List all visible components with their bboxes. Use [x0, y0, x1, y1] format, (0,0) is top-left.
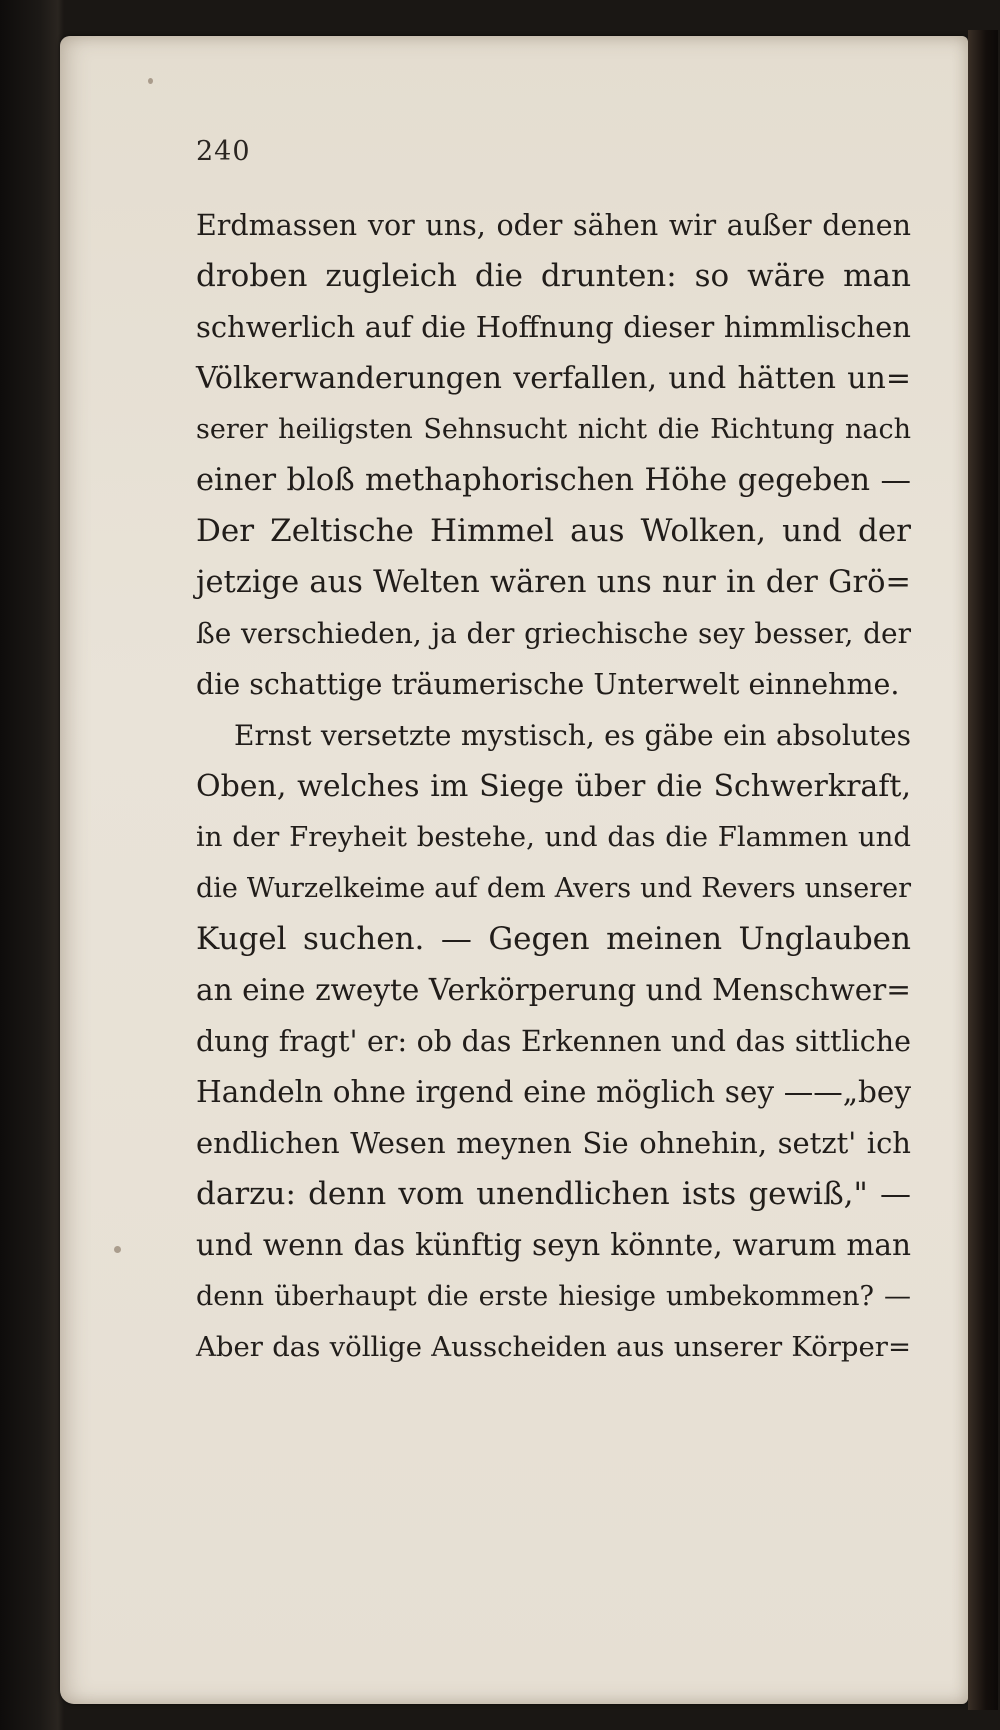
body-text	[196, 200, 911, 1373]
page-edge	[968, 30, 998, 1710]
text-line: Ernst versetzte mystisch, es gäbe ein absolutes	[234, 719, 911, 752]
text-line: Kugel suchen. — Gegen meinen Unglauben	[196, 921, 911, 957]
text-line: Aber das völlige Ausscheiden aus unserer Körper=	[196, 1331, 911, 1363]
text-line: einer bloß methaphorischen Höhe gegeben —	[196, 463, 911, 498]
text-line: und wenn das künftig seyn könnte, warum man	[196, 1228, 911, 1262]
page-number: 240	[196, 136, 251, 167]
text-line: die schattige träumerische Unterwelt einnehme.	[196, 668, 900, 701]
text-line: droben zugleich die drunten: so wäre man	[196, 258, 911, 294]
text-line: schwerlich auf die Hoffnung dieser himmlischen	[196, 310, 911, 344]
text-line: endlichen Wesen meynen Sie ohnehin, setzt' ich	[196, 1126, 911, 1160]
text-line: Erdmassen vor uns, oder sähen wir außer denen	[196, 209, 911, 242]
text-line: Völkerwanderungen verfallen, und hätten un=	[196, 361, 911, 396]
text-line: darzu: denn vom unendlichen ists gewiß," —	[196, 1176, 911, 1212]
text-line: denn überhaupt die erste hiesige umbekommen? —	[196, 1281, 911, 1312]
text-line: an eine zweyte Verkörperung und Menschwer=	[196, 973, 911, 1007]
text-line: Handeln ohne irgend eine möglich sey ——„bey	[196, 1075, 911, 1109]
text-line: serer heiligsten Sehnsucht nicht die Richtung nach	[196, 414, 911, 445]
text-line: die Wurzelkeime auf dem Avers und Revers unserer	[196, 873, 911, 904]
text-line: jetzige aus Welten wären uns nur in der Grö=	[196, 565, 911, 600]
ink-spot	[114, 1246, 121, 1253]
text-line: dung fragt' er: ob das Erkennen und das sittliche	[196, 1025, 911, 1058]
ink-spot	[148, 78, 153, 84]
text-line: in der Freyheit bestehe, und das die Flammen und	[196, 821, 911, 853]
text-line: Oben, welches im Siege über die Schwerkraft,	[196, 769, 911, 804]
text-line: ße verschieden, ja der griechische sey besser, der	[196, 617, 911, 650]
text-line: Der Zeltische Himmel aus Wolken, und der	[196, 513, 911, 549]
